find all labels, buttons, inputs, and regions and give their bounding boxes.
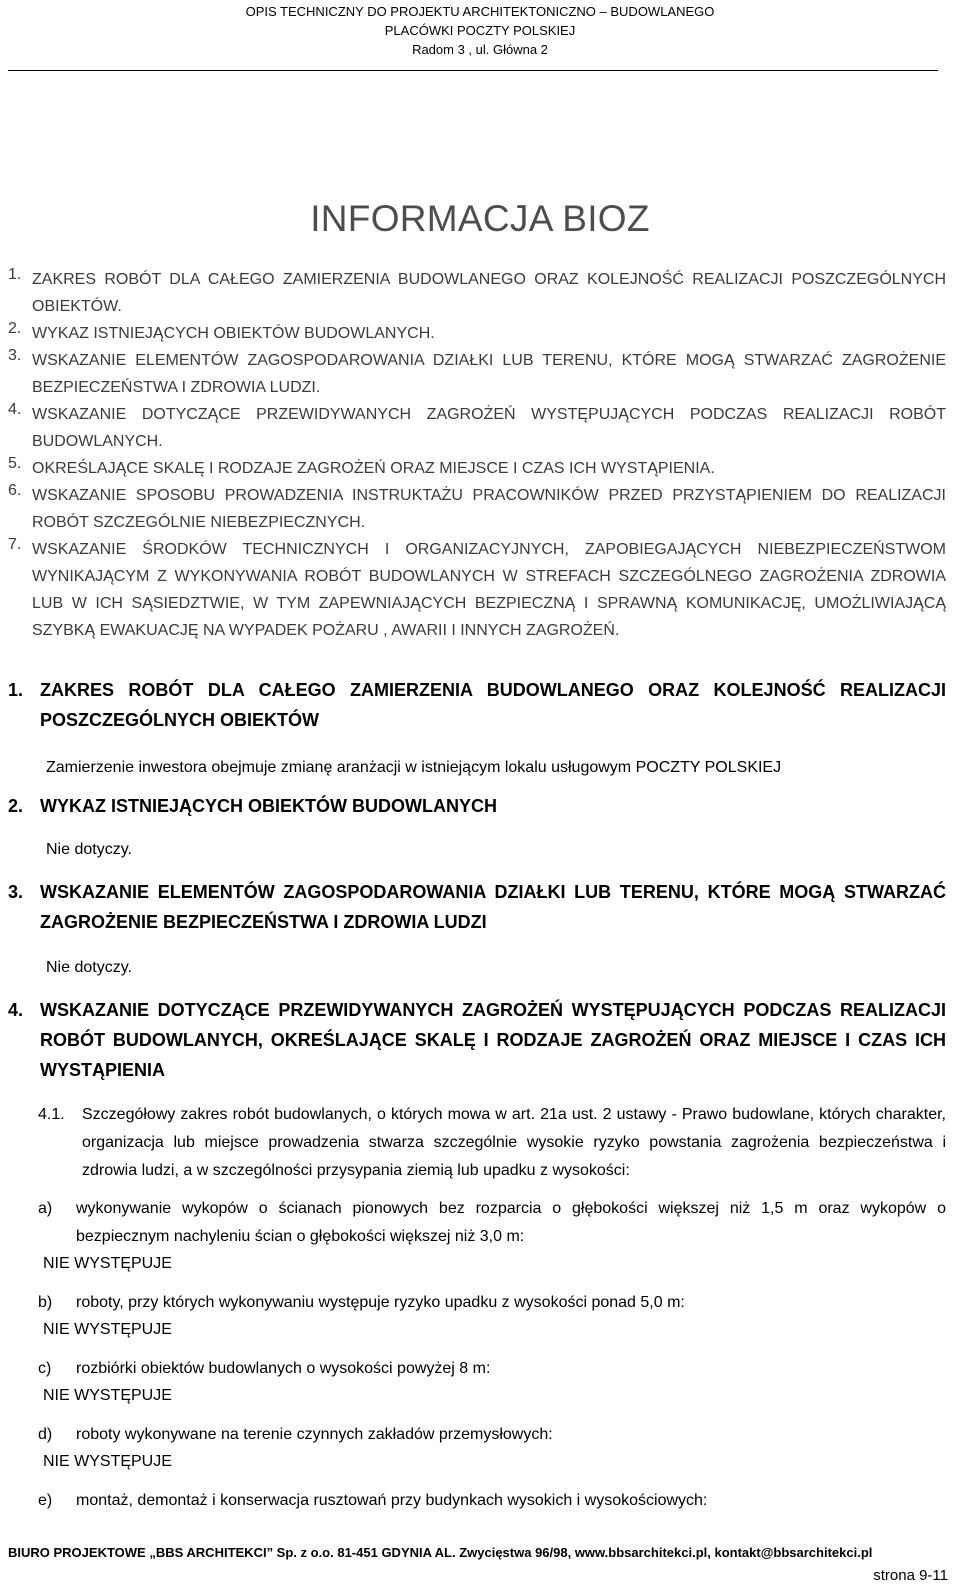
section-2-body: Nie dotyczy.: [46, 841, 132, 858]
section-1-body: Zamierzenie inwestora obejmuje zmianę aranżacji w istniejącym lokalu usługowym POCZTY POLSKIEJ: [46, 759, 782, 776]
document-body: [8, 675, 946, 1515]
header-line-2: PLACÓWKI POCZTY POLSKIEJ: [384, 23, 576, 38]
list-item-e: [8, 1487, 946, 1515]
page-number: strona 9-11: [873, 1567, 948, 1584]
toc-text: WSKAZANIE DOTYCZĄCE PRZEWIDYWANYCH ZAGROŻEŃ WYSTĘPUJĄCYCH PODCZAS REALIZACJI ROBÓT BUDOWLANYCH.: [32, 406, 946, 450]
item-text: wykonywanie wykopów o ścianach pionowych bez rozparcia o głębokości większej niż 1,5 m oraz wykopów o bezpiecznym nachyleniu ścian o głębokości większej niż 3,0 m:: [76, 1200, 946, 1245]
toc-number: 4.: [8, 401, 22, 418]
item-answer: NIE WYSTĘPUJE: [43, 1453, 172, 1470]
section-number: 2.: [8, 796, 24, 816]
section-number: 1.: [8, 680, 24, 700]
section-3-body: Nie dotyczy.: [46, 959, 132, 976]
toc-text: WSKAZANIE SPOSOBU PROWADZENIA INSTRUKTAŻU PRACOWNIKÓW PRZED PRZYSTĄPIENIEM DO REALIZACJI ROBÓT SZCZEGÓLNIE NIEBEZPIECZNYCH.: [32, 487, 946, 531]
toc-item: [8, 482, 946, 536]
toc-item: [8, 320, 946, 347]
header-line-1: OPIS TECHNICZNY DO PROJEKTU ARCHITEKTONICZNO – BUDOWLANEGO: [245, 4, 715, 19]
section-title: ZAKRES ROBÓT DLA CAŁEGO ZAMIERZENIA BUDOWLANEGO ORAZ KOLEJNOŚĆ REALIZACJI POSZCZEGÓLNYCH OBIEKTÓW: [40, 680, 946, 730]
list-item-a: [8, 1195, 946, 1251]
toc-item: [8, 347, 946, 401]
subsection-number: 4.1.: [38, 1106, 65, 1123]
toc-item: [8, 536, 946, 644]
section-title: WYKAZ ISTNIEJĄCYCH OBIEKTÓW BUDOWLANYCH: [40, 796, 497, 816]
item-letter: c): [38, 1360, 52, 1377]
item-letter: e): [38, 1492, 53, 1509]
section-number: 4.: [8, 1000, 24, 1020]
toc-number: 3.: [8, 347, 22, 364]
table-of-contents: [8, 266, 946, 644]
item-letter: b): [38, 1294, 53, 1311]
toc-item: [8, 266, 946, 320]
toc-number: 7.: [8, 536, 22, 553]
list-item-c: [8, 1355, 946, 1383]
toc-number: 2.: [8, 320, 22, 337]
item-answer: NIE WYSTĘPUJE: [43, 1321, 172, 1338]
list-item-b: [8, 1289, 946, 1317]
toc-number: 1.: [8, 266, 22, 283]
item-text: rozbiórki obiektów budowlanych o wysokości powyżej 8 m:: [76, 1360, 491, 1377]
header-line-3: Radom 3 , ul. Główna 2: [412, 42, 548, 57]
subsection-text: Szczegółowy zakres robót budowlanych, o których mowa w art. 21a ust. 2 ustawy - Prawo budowlane, których charakter, organizacja lub miejsce prowadzenia stwarza szczególnie wysokie ryzyko powstania zagrożenia bezpieczeństwa i zdrowia ludzi, a w szczególności przysypania ziemią lub upadku z wysokości:: [82, 1106, 946, 1179]
toc-text: OKREŚLAJĄCE SKALĘ I RODZAJE ZAGROŻEŃ ORAZ MIEJSCE I CZAS ICH WYSTĄPIENIA.: [32, 460, 715, 477]
list-item-d: [8, 1421, 946, 1449]
section-heading-1: [8, 675, 946, 735]
item-answer: NIE WYSTĘPUJE: [43, 1255, 172, 1272]
item-letter: d): [38, 1426, 53, 1443]
page-header: [0, 0, 960, 59]
item-text: roboty wykonywane na terenie czynnych zakładów przemysłowych:: [76, 1426, 553, 1443]
section-title: WSKAZANIE ELEMENTÓW ZAGOSPODAROWANIA DZIAŁKI LUB TERENU, KTÓRE MOGĄ STWARZAĆ ZAGROŻENIE BEZPIECZEŃSTWA I ZDROWIA LUDZI: [40, 882, 946, 932]
toc-item: [8, 401, 946, 455]
toc-text: WSKAZANIE ELEMENTÓW ZAGOSPODAROWANIA DZIAŁKI LUB TERENU, KTÓRE MOGĄ STWARZAĆ ZAGROŻENIE BEZPIECZEŃSTWA I ZDROWIA LUDZI.: [32, 352, 946, 396]
section-title: WSKAZANIE DOTYCZĄCE PRZEWIDYWANYCH ZAGROŻEŃ WYSTĘPUJĄCYCH PODCZAS REALIZACJI ROBÓT BUDOWLANYCH, OKREŚLAJĄCE SKALĘ I RODZAJE ZAGROŻEŃ ORAZ MIEJSCE I CZAS ICH WYSTĄPIENIA: [40, 1000, 946, 1080]
item-answer: NIE WYSTĘPUJE: [43, 1387, 172, 1404]
item-text: roboty, przy których wykonywaniu występuje ryzyko upadku z wysokości ponad 5,0 m:: [76, 1294, 685, 1311]
toc-text: WYKAZ ISTNIEJĄCYCH OBIEKTÓW BUDOWLANYCH.: [32, 325, 435, 342]
toc-text: WSKAZANIE ŚRODKÓW TECHNICZNYCH I ORGANIZACYJNYCH, ZAPOBIEGAJĄCYCH NIEBEZPIECZEŃSTWOM WYNIKAJĄCYM Z WYKONYWANIA ROBÓT BUDOWLANYCH W STREFACH SZCZEGÓLNEGO ZAGROŻENIA ZDROWIA LUB W ICH SĄSIEDZTWIE, W TYM ZAPEWNIAJĄCYCH BEZPIECZNĄ I SPRAWNĄ KOMUNIKACJĘ, UMOŻLIWIAJĄCĄ SZYBKĄ EWAKUACJĘ NA WYPADEK POŻARU , AWARII I INNYCH ZAGROŻEŃ.: [32, 541, 946, 639]
header-divider: [8, 70, 938, 71]
section-heading-3: [8, 877, 946, 937]
section-number: 3.: [8, 882, 24, 902]
subsection-4-1: [8, 1101, 946, 1185]
section-heading-2: [8, 791, 946, 821]
item-text: montaż, demontaż i konserwacja rusztowań przy budynkach wysokich i wysokościowych:: [76, 1492, 708, 1509]
toc-item: [8, 455, 946, 482]
toc-text: ZAKRES ROBÓT DLA CAŁEGO ZAMIERZENIA BUDOWLANEGO ORAZ KOLEJNOŚĆ REALIZACJI POSZCZEGÓLNYCH OBIEKTÓW.: [32, 271, 946, 315]
document-title: INFORMACJA BIOZ: [310, 198, 650, 239]
item-letter: a): [38, 1200, 53, 1217]
toc-number: 6.: [8, 482, 22, 499]
page-footer: BIURO PROJEKTOWE „BBS ARCHITEKCI” Sp. z o.o. 81-451 GDYNIA AL. Zwycięstwa 96/98, www.bbsarchitekci.pl, kontakt@bbsarchitekci.pl: [8, 1545, 873, 1560]
toc-number: 5.: [8, 455, 22, 472]
section-heading-4: [8, 995, 946, 1085]
